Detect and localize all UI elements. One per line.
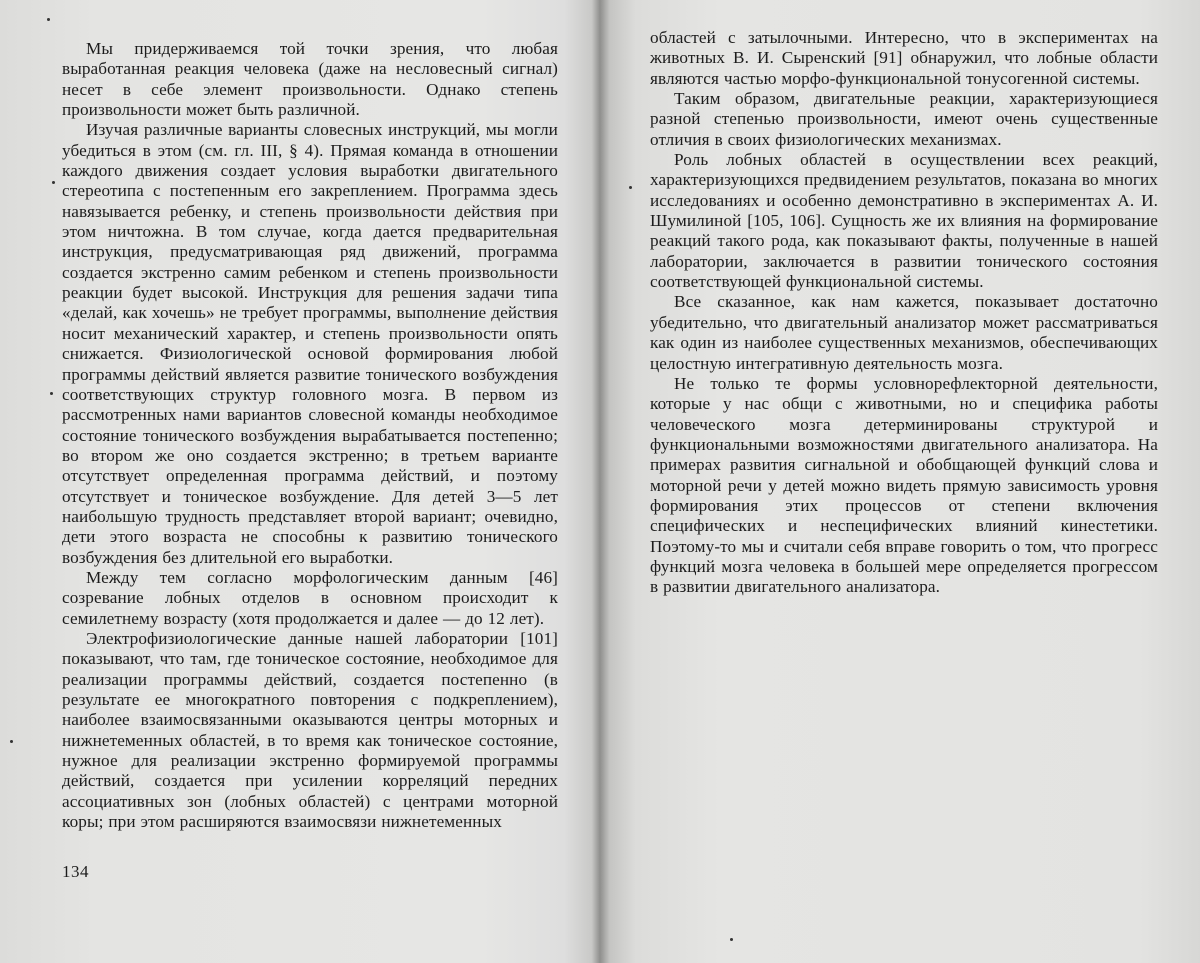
- print-speck: [52, 181, 55, 184]
- paragraph: Не только те формы условнорефлекторной деятельности, которые у нас общи с животными, но и специфика работы человеческого мозга детерминированы структурой и функциональными возможностями двигательного анализатора. На примерах развития сигнальной и обобщающей функций слова и моторной речи у детей можно видеть прямую зависимость уровня формирования этих процессов от степени включения специфических и неспецифических влияний кинестетики. Поэтому-то мы и считали себя вправе говорить о том, что прогресс функций мозга человека в большей мере определяется прогрессом в развитии двигательного анализатора.: [650, 373, 1158, 597]
- right-page: [612, 0, 1200, 963]
- print-speck: [629, 186, 632, 189]
- paragraph: Изучая различные варианты словесных инструкций, мы могли убедиться в этом (см. гл. III, § 4). Прямая команда в отношении каждого движения создает условия выработки двигательного стереотипа с постепенным его закреплением. Программа здесь навязывается ребенку, и степень произвольности действия при этом ничтожна. В том случае, когда дается предварительная инструкция, предусматривающая ряд движений, программа создается экстренно самим ребенком и степень произвольности реакции будет высокой. Инструкция для решения задачи типа «делай, как хочешь» не требует программы, выполнение действия носит механический характер, и степень произвольности опять снижается. Физиологической основой формирования любой программы действий является развитие тонического возбуждения соответствующих структур головного мозга. В первом из рассмотренных нами вариантов словесной команды необходимое состояние тонического возбуждения вырабатывается постепенно; во втором же оно создается экстренно; в третьем варианте отсутствует определенная программа действий, и поэтому отсутствует и тоническое возбуждение. Для детей 3—5 лет наибольшую трудность представляет второй вариант; очевидно, дети этого возраста не способны к развитию тонического возбуждения без длительной его выработки.: [62, 120, 558, 567]
- page-number: 134: [62, 862, 89, 881]
- print-speck: [50, 392, 53, 395]
- print-speck: [10, 740, 13, 743]
- left-page-text: [62, 39, 558, 832]
- print-speck: [47, 18, 50, 21]
- paragraph: Роль лобных областей в осуществлении всех реакций, характеризующихся предвидением результатов, показана во многих исследованиях и особенно демонстративно в экспериментах А. И. Шумилиной [105, 106]. Сущность же их влияния на формирование реакций такого рода, как показывают факты, полученные в нашей лаборатории, заключается в развитии тонического состояния соответствующей функциональной системы.: [650, 150, 1158, 292]
- print-speck: [730, 938, 733, 941]
- paragraph: Электрофизиологические данные нашей лаборатории [101] показывают, что там, где тоническое состояние, необходимое для реализации программы действий, создается постепенно (в результате ее многократного повторения с подкреплением), наиболее взаимосвязанными оказываются центры моторных и нижнетеменных областей, в то время как тоническое состояние, нужное для реализации экстренно формируемой программы действий, создается при усилении корреляций передних ассоциативных зон (лобных областей) с центрами моторной коры; при этом расширяются взаимосвязи нижнетеменных: [62, 628, 558, 832]
- paragraph: Таким образом, двигательные реакции, характеризующиеся разной степенью произвольности, имеют очень существенные отличия в своих физиологических механизмах.: [650, 89, 1158, 149]
- paragraph: Мы придерживаемся той точки зрения, что любая выработанная реакция человека (даже на несловесный сигнал) несет в себе элемент произвольности. Однако степень произвольности может быть различной.: [62, 39, 558, 120]
- right-page-text: [650, 28, 1158, 598]
- paragraph: Между тем согласно морфологическим данным [46] созревание лобных отделов в основном происходит к семилетнему возрасту (хотя продолжается и далее — до 12 лет).: [62, 567, 558, 628]
- left-page: [0, 0, 590, 963]
- paragraph: Все сказанное, как нам кажется, показывает достаточно убедительно, что двигательный анализатор может рассматриваться как один из наиболее существенных механизмов, обеспечивающих целостную интегративную деятельность мозга.: [650, 292, 1158, 373]
- paragraph: областей с затылочными. Интересно, что в экспериментах на животных В. И. Сыренский [91] обнаружил, что лобные области являются частью морфо-функциональной тонусогенной системы.: [650, 28, 1158, 88]
